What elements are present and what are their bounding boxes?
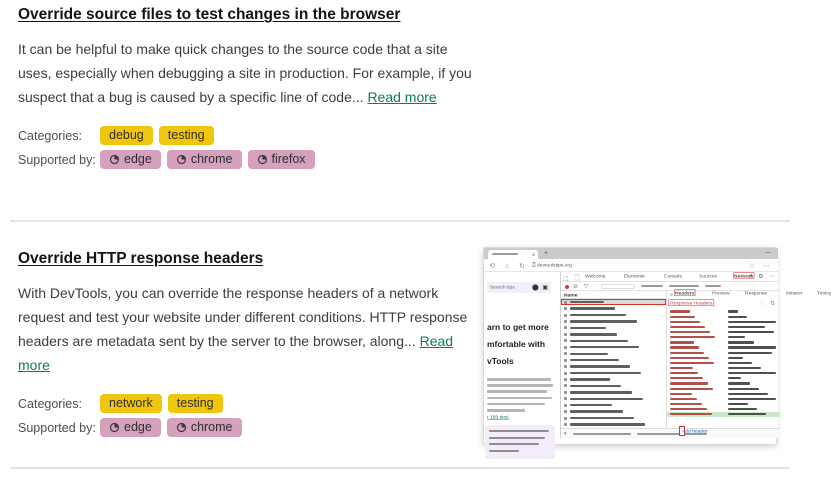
supported-by-row [18,418,480,437]
request-name-skeleton [570,417,634,419]
request-row [561,421,666,427]
excerpt-text: It can be helpful to make quick changes to the source code that a site uses, especially when debugging a site in production. For example, if you suspect that a bug is caused by a specific line of code... [18,41,472,105]
search-bar-text: Search tips [490,284,515,290]
header-value-skeleton [728,316,747,318]
header-value-skeleton [728,331,774,333]
request-name-skeleton [570,410,623,412]
badge-label: debug [109,128,144,143]
supported-by-label: Supported by: [18,420,96,435]
request-name-skeleton [570,359,619,361]
browser-badge-edge[interactable] [100,150,161,169]
request-name-skeleton [570,333,617,335]
file-icon [564,333,567,336]
header-key-skeleton [670,321,700,323]
close-icon: ✕ [669,293,674,298]
categories-label: Categories: [18,128,82,143]
file-icon [564,397,567,400]
browser-badge-edge[interactable] [100,418,161,437]
caret-icon: ▾ [564,431,567,437]
text-skeleton [489,437,545,439]
text-skeleton [487,397,552,400]
request-name-skeleton [570,398,643,400]
file-icon [564,372,567,375]
header-value-skeleton [728,326,765,328]
text-skeleton [487,378,551,381]
category-badge-debug[interactable] [100,126,153,145]
browser-badge-firefox[interactable] [248,150,315,169]
request-name-skeleton [570,385,621,387]
url-text: ⚿ devtoolstips.org [532,262,572,268]
devtools-tab-console: Console [663,273,683,279]
file-icon [564,391,567,394]
categories-row [18,126,480,145]
file-icon [564,320,567,323]
article-excerpt [18,37,478,109]
panel-tab-headers: Headers [675,290,695,296]
header-key-skeleton [670,408,707,410]
network-summary-bar [561,428,779,438]
file-icon [564,365,567,368]
text-skeleton [489,450,519,452]
header-value-skeleton [728,377,741,379]
header-value-skeleton [728,341,754,343]
header-key-skeleton [670,341,694,343]
panel-tab-preview: Preview [711,290,730,296]
supported-by-row [18,150,480,169]
addressbar-icons: ☆ ⋯ [748,263,773,270]
record-icon [565,285,569,289]
text-skeleton [487,390,547,393]
header-key-skeleton [670,388,713,390]
devtools-tab-elements: Elements [624,273,646,279]
request-name-skeleton [570,423,645,425]
categories-row [18,394,480,413]
clear-filter-icons: ⊘ ▽ [573,284,591,290]
header-value-skeleton [728,372,776,374]
new-tab-icon: + [544,250,549,257]
filter-input [601,284,635,289]
nav-arrows-icons: ⟲ ⌂ ↻ [489,263,529,270]
add-header-button [679,426,708,436]
header-key-skeleton [670,398,697,400]
devtools-pane [560,272,831,438]
file-icon [564,346,567,349]
supported-by-label: Supported by: [18,152,96,167]
browser-tab [488,250,538,259]
request-name-skeleton [570,314,626,316]
window-controls-icons: — [765,250,774,256]
badge-label: edge [124,152,152,167]
github-icon: ⬤ ▣ [531,285,549,291]
header-value-skeleton [728,346,776,348]
section-label: Response Headers [670,300,713,306]
header-key-skeleton [670,362,714,364]
header-value-skeleton [728,382,750,384]
chrome-icon [176,154,187,165]
header-value-skeleton [728,310,738,312]
file-icon [564,307,567,310]
excerpt-text: With DevTools, you can override the response headers of a network request and test your website under different conditions. HTTP response headers are metadata sent by the server to the browser, along... [18,285,468,349]
category-badges [100,126,220,145]
article-card [18,6,480,174]
page-link-text: r 150 tips! [487,414,509,420]
request-name-skeleton [570,301,604,303]
header-key-skeleton [670,357,709,359]
header-key-skeleton [670,403,702,405]
request-name-skeleton [570,404,612,406]
devtools-tabs [585,273,771,282]
promo-box [485,425,555,459]
category-badge-testing[interactable] [159,126,214,145]
request-name-skeleton [570,340,628,342]
header-value-skeleton [728,408,757,410]
file-icon [564,417,567,420]
text-skeleton [487,384,553,387]
page-content-pane [484,272,560,438]
header-value-skeleton [728,321,776,323]
file-icon [564,314,567,317]
header-value-skeleton [728,362,752,364]
header-key-skeleton [670,413,712,415]
article-thumbnail[interactable] [483,247,831,445]
page-heading-line: mfortable with [487,339,546,349]
badge-label: testing [167,128,205,143]
text-skeleton [489,430,549,432]
file-icon [564,410,567,413]
header-key-skeleton [670,336,715,338]
file-icon [564,352,567,355]
article-title [18,250,480,268]
text-skeleton [487,409,525,412]
article-divider [10,220,790,222]
request-name-skeleton [570,320,637,322]
badge-label: testing [176,396,214,411]
tab-close-icon: ✕ [531,253,536,259]
file-icon [564,326,567,329]
category-badge-network[interactable] [100,394,162,413]
header-value-skeleton [728,398,776,400]
header-key-skeleton [670,382,708,384]
page-search-bar [487,282,551,293]
panel-tab-response: Response [744,290,767,296]
headers-panel-tabs [667,290,831,299]
article-excerpt [18,281,478,377]
badge-label: firefox [271,152,306,167]
request-rows [561,299,666,428]
edge-icon [109,154,120,165]
name-header-label: Name [564,292,578,298]
header-value-skeleton [728,393,768,395]
request-name-skeleton [570,391,632,393]
devtools-main-toolbar [561,272,779,282]
page-heading-line: arn to get more [487,322,549,332]
panel-tab-initiator: Initiator [786,290,803,296]
badge-label: chrome [190,152,233,167]
edge-icon [109,422,120,433]
browser-badges [100,418,248,437]
browser-badges [100,150,321,169]
overridden-header-row [667,412,780,417]
panel-filter-icons: ◌ ⇅ [760,301,777,307]
categories-label: Categories: [18,396,82,411]
article-divider [10,467,790,469]
category-badge-testing[interactable] [168,394,223,413]
text-skeleton [487,403,545,406]
read-more-link[interactable]: Read more [367,89,437,105]
article-title-link[interactable]: Override source files to test changes in the browser [18,6,401,23]
toolbar-more-icons: + ⚙ ⋯ [748,274,777,280]
file-icon [564,301,567,304]
header-key-skeleton [670,352,704,354]
header-key-skeleton [670,331,710,333]
browser-tab-strip [484,248,778,259]
request-name-skeleton [570,365,630,367]
firefox-icon [257,154,268,165]
badge-label: edge [124,420,152,435]
header-key-skeleton [670,326,705,328]
article-card [18,250,480,442]
file-icon [564,378,567,381]
header-key-skeleton [670,310,690,312]
file-icon [564,423,567,426]
header-value-skeleton [728,367,761,369]
request-name-skeleton [570,378,610,380]
text-skeleton [489,443,539,445]
header-key-skeleton [670,393,692,395]
panel-tab-timing: Timing [816,290,831,296]
header-key-skeleton [670,367,693,369]
page-heading-line: vTools [487,356,514,366]
request-name-skeleton [570,353,608,355]
browser-badge-chrome[interactable] [167,418,242,437]
file-icon [564,359,567,362]
header-key-skeleton [670,346,699,348]
header-value-skeleton [728,336,745,338]
browser-badge-chrome[interactable] [167,150,242,169]
headers-panel [666,290,831,428]
network-name-header [561,291,666,299]
header-value-skeleton [728,357,743,359]
header-key-skeleton [670,377,703,379]
header-rows [667,309,780,417]
header-key-skeleton [670,316,695,318]
browser-address-bar [484,259,778,272]
devtools-tab-welcome: Welcome [585,273,606,279]
article-title-link[interactable]: Override HTTP response headers [18,250,264,267]
header-value-skeleton [728,388,759,390]
file-icon [564,404,567,407]
tab-title-skeleton [492,253,518,255]
header-value-skeleton [728,352,772,354]
inspect-device-icons: ⬚ ⿴ [563,276,583,282]
badge-label: network [109,396,153,411]
request-name-skeleton [570,372,641,374]
add-header-label: Add header [682,428,708,434]
request-name-skeleton [570,307,615,309]
request-name-skeleton [570,327,606,329]
badge-label: chrome [190,420,233,435]
devtools-tab-sources: Sources [698,273,718,279]
header-key-skeleton [670,372,698,374]
chrome-icon [176,422,187,433]
header-value-skeleton [728,403,748,405]
file-icon [564,384,567,387]
header-value-skeleton [728,413,766,415]
article-title [18,6,480,24]
category-badges [100,394,229,413]
devtools-tab-network: Network [733,273,754,279]
request-name-skeleton [570,346,639,348]
read-more-link[interactable]: Read more [18,333,454,373]
file-icon [564,339,567,342]
network-request-list [561,291,666,428]
